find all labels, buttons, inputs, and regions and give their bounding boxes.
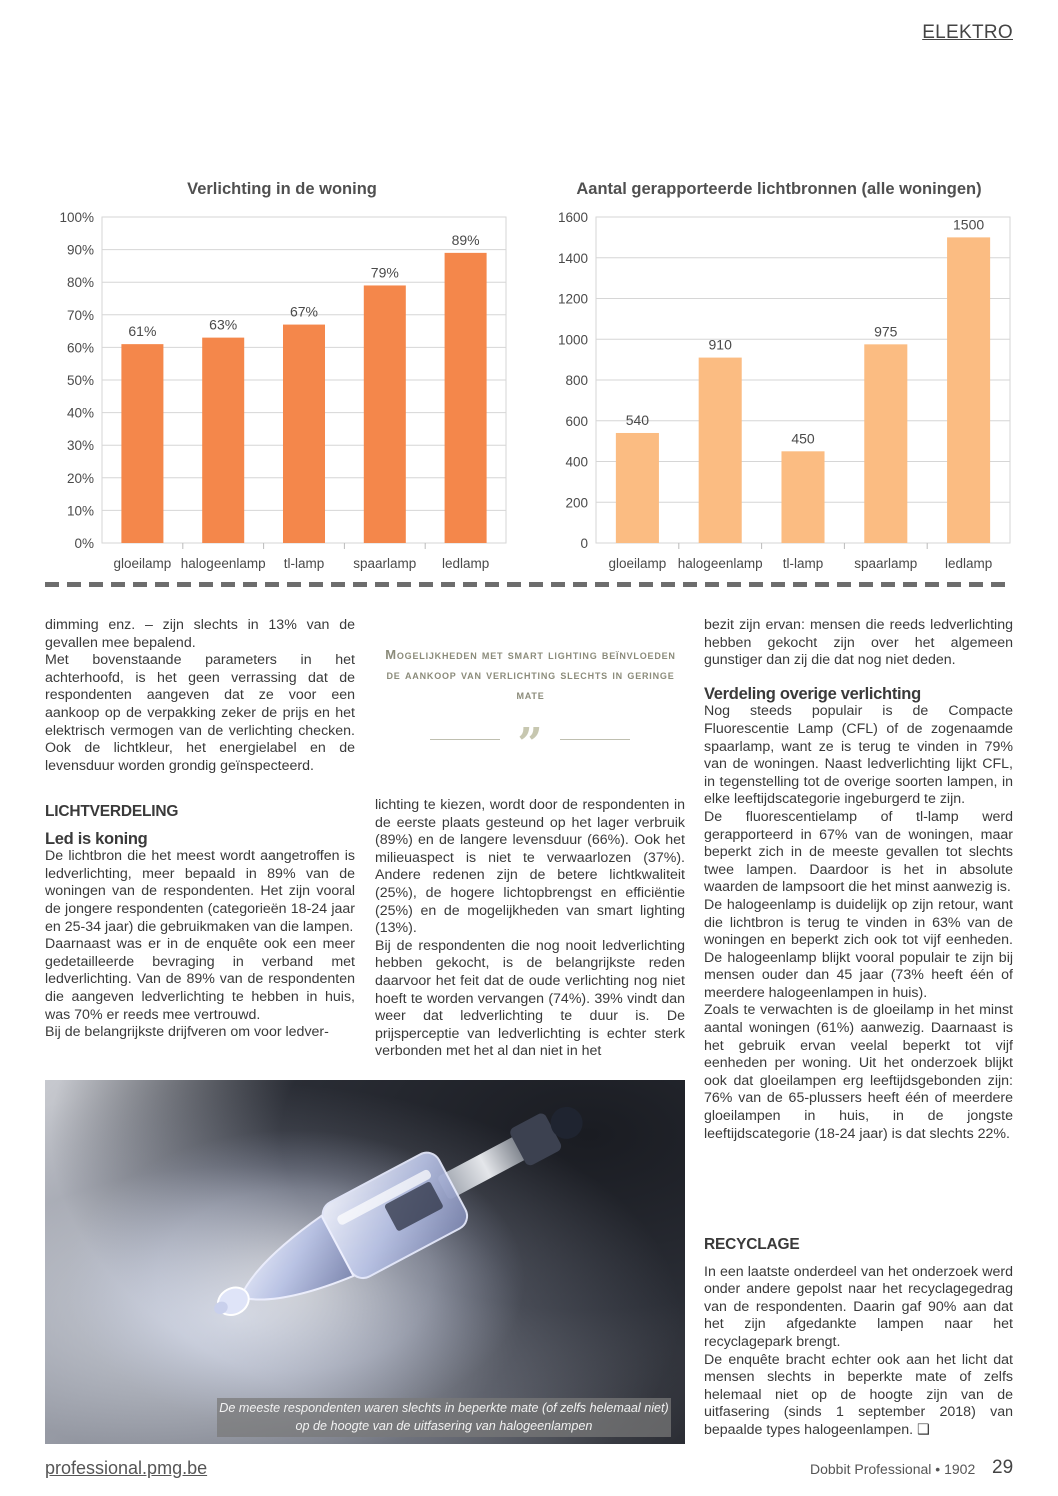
y-tick-label: 1400 xyxy=(557,250,588,266)
y-tick-label: 40% xyxy=(66,405,94,421)
paragraph: lichting te kiezen, wordt door de respondenten in de eerste plaats gesteund op het lager verbruik (89%) en de langere levensduur (66%). Ook het milieuaspect is niet te verwaarlozen (37%). Andere redenen zijn de betere lichtkwaliteit (25%), de hogere lichtopbrengst en efficiëntie (25%) en de mogelijkheden van smart lighting (13%). xyxy=(375,797,685,937)
paragraph: In een laatste onderdeel van het onderzoek werd onder andere gepolst naar het recyclagegedrag van de respondenten. Daarin gaf 90% aan dat het zijn afgedankte lampen naar het recyclagepark brengt. xyxy=(704,1263,1013,1350)
x-tick-label: ledlamp xyxy=(944,556,993,571)
paragraph: Zoals te verwachten is de gloeilamp in het minst aantal woningen (61%) aanwezig. Daarnaast is het gebruik ervan veelal beperkt tot vijf eenheden per woning. Uit het onderzoek blijkt ook dat gloeilampen erg leeftijdsgebonden zijn: 76% van de 65-plussers heeft één of meerdere gloeilampen in huis, in de jongste leeftijdscategorie (18-24 jaar) is dat slechts 22%. xyxy=(704,1002,1013,1142)
y-tick-label: 30% xyxy=(66,438,94,454)
x-tick-label: halogeenlamp xyxy=(677,556,763,571)
y-tick-label: 600 xyxy=(565,413,588,429)
data-label: 540 xyxy=(625,411,650,428)
quote-mark-icon: ” xyxy=(517,719,543,770)
data-label: 61% xyxy=(128,323,157,340)
x-tick-label: tl-lamp xyxy=(283,556,325,571)
end-mark-icon: ❑ xyxy=(917,1421,930,1438)
chart-right-title: Aantal gerapporteerde lichtbronnen (alle woningen) xyxy=(576,180,982,198)
subheading-led-is-koning: Led is koning xyxy=(45,829,148,848)
y-tick-label: 60% xyxy=(66,340,94,356)
y-tick-label: 90% xyxy=(66,242,94,258)
paragraph: Met bovenstaande parameters in het achterhoofd, is het geen verrassing dat de respondenten aangeven dat ze voor een aankoop op de verpakking zeker de prijs en het elektrisch vermogen van de verlichting checken. Ook de lichtkleur, het energielabel en de levensduur worden grondig geïnspecteerd. xyxy=(45,652,355,774)
paragraph: Nog steeds populair is de Compacte Fluorescentie Lamp (CFL) of de zogenaamde spaarlamp, want ze is terug te vinden in 79% van de woningen. Naast ledverlichting lijkt CFL, in tegenstelling tot de overige soorten lampen, in elke leeftijdscategorie ingeburgerd te zijn. xyxy=(704,703,1013,808)
x-tick-label: spaarlamp xyxy=(854,556,918,571)
bar-ledlamp xyxy=(947,237,990,543)
dashed-divider xyxy=(45,582,1013,587)
quote-line-left xyxy=(430,739,500,740)
section-heading-lichtverdeling: LICHTVERDELING xyxy=(45,803,179,820)
data-label: 67% xyxy=(289,303,319,320)
data-label: 1500 xyxy=(953,216,985,233)
y-tick-label: 0% xyxy=(74,536,94,551)
x-tick-label: gloeilamp xyxy=(113,556,172,571)
y-tick-label: 1000 xyxy=(557,332,588,348)
paragraph: bezit zijn ervan: mensen die reeds ledverlichting hebben gekocht zijn over het algemeen gunstiger dan zij die dat nog niet deden. xyxy=(704,617,1013,669)
column-2 xyxy=(375,797,685,1061)
data-label: 89% xyxy=(451,231,480,248)
bar-gloeilamp xyxy=(616,433,659,543)
paragraph-text: De enquête bracht echter ook aan het licht dat mensen slechts in beperkte mate of zelfs helemaal niet op de hoogte zijn van de uitfasering (sinds 1 september 2018) van bepaalde types halogeenlampen. xyxy=(704,1351,1013,1438)
x-tick-label: halogeenlamp xyxy=(180,556,266,571)
chart-right xyxy=(540,205,1020,580)
footer-publication: Dobbit Professional • 1902 xyxy=(810,1461,976,1477)
paragraph: De lichtbron die het meest wordt aangetroffen is ledverlichting, meer bepaald in 89% van de woningen van de respondenten. Het zijn vooral de jongere respondenten (categorieën 18-24 jaar en 25-34 jaar) die gebruikmaken van die lampen. xyxy=(45,848,355,935)
bar-gloeilamp xyxy=(121,344,163,543)
bar-tl-lamp xyxy=(283,325,325,543)
section-heading-recyclage: RECYCLAGE xyxy=(704,1236,800,1253)
data-label: 450 xyxy=(791,430,815,447)
page-number: 29 xyxy=(992,1457,1014,1478)
data-label: 910 xyxy=(708,336,732,353)
data-label: 63% xyxy=(209,316,238,333)
bar-tl-lamp xyxy=(781,451,824,543)
paragraph xyxy=(704,1352,1013,1440)
column-3-recyclage xyxy=(704,1236,1013,1440)
pull-quote: Mogelijkheden met smart lighting beïnvloeden de aankoop van verlichting slechts in geringe mate xyxy=(385,647,676,702)
column-3 xyxy=(704,617,1013,1143)
y-tick-label: 80% xyxy=(66,275,94,291)
photo-halogen-lamp xyxy=(45,1080,685,1444)
subheading-verdeling-overige-verlichting: Verdeling overige verlichting xyxy=(704,684,921,703)
x-tick-label: tl-lamp xyxy=(782,556,824,571)
y-tick-label: 20% xyxy=(66,470,94,486)
chart-left xyxy=(45,205,525,580)
paragraph: De halogeenlamp is duidelijk op zijn retour, want die lichtbron is terug te vinden in 63% van de woningen en beperkt zich ook tot vijf eenheden. De halogeenlamp blijkt vooral populair te zijn bij mensen ouder dan 45 jaar (73% heeft één of meerdere halogeenlampen in huis). xyxy=(704,896,1013,1001)
x-tick-label: ledlamp xyxy=(441,556,490,571)
bar-halogeenlamp xyxy=(202,338,244,543)
bar-ledlamp xyxy=(445,253,487,543)
photo-caption: De meeste respondenten waren slechts in beperkte mate (of zelfs helemaal niet) op de hoogte van de uitfasering van halogeenlampen xyxy=(217,1398,671,1437)
footer-url-link[interactable]: professional.pmg.be xyxy=(45,1458,208,1478)
paragraph: dimming enz. – zijn slechts in 13% van de gevallen mee bepalend. xyxy=(45,617,355,651)
y-tick-label: 1600 xyxy=(557,210,588,225)
data-label: 79% xyxy=(370,264,399,281)
column-1-intro xyxy=(45,617,355,775)
section-label: ELEKTRO xyxy=(922,22,1013,43)
y-tick-label: 50% xyxy=(66,373,94,388)
paragraph: Daarnaast was er in de enquête ook een meer gedetailleerde bevraging in verband met ledverlichting. Van de 89% van de respondenten die aangeven ledverlichting te hebben in huis, was 70% er reeds mee vertrouwd. xyxy=(45,936,355,1023)
paragraph: De fluorescentielamp of tl-lamp werd gerapporteerd in 67% van de woningen, maar beperkt zich in de meeste gevallen tot slechts twee lampen. Daardoor is het in absolute waarden de lampsoort die het minst aanwezig is. xyxy=(704,808,1013,896)
y-tick-label: 800 xyxy=(565,373,588,388)
paragraph: Bij de respondenten die nog nooit ledverlichting hebben gekocht, is de belangrijkste reden daarvoor het feit dat de oude verlichting nog niet hoeft te worden vervangen (74%). 39% vindt dan weer dat ledverlichting te duur is. De prijsperceptie van ledverlichting is echter sterk verbonden met het al dan niet in het xyxy=(375,937,685,1060)
column-1-section xyxy=(45,803,355,1042)
bar-spaarlamp xyxy=(364,285,406,543)
y-tick-label: 70% xyxy=(66,307,94,323)
y-tick-label: 100% xyxy=(59,210,94,225)
data-label: 975 xyxy=(874,323,898,340)
y-tick-label: 400 xyxy=(565,454,588,470)
y-tick-label: 10% xyxy=(66,503,94,519)
quote-line-right xyxy=(560,739,630,740)
quote-ornament xyxy=(430,719,630,770)
y-tick-label: 200 xyxy=(565,495,588,511)
x-tick-label: gloeilamp xyxy=(608,556,667,571)
y-tick-label: 0 xyxy=(580,536,588,551)
x-tick-label: spaarlamp xyxy=(353,556,417,571)
halogen-bulb-illustration xyxy=(45,1080,685,1444)
paragraph: Bij de belangrijkste drijfveren om voor ledver- xyxy=(45,1024,329,1041)
chart-left-title: Verlichting in de woning xyxy=(187,180,377,198)
bar-spaarlamp xyxy=(864,344,907,543)
y-tick-label: 1200 xyxy=(557,291,588,307)
bar-halogeenlamp xyxy=(699,358,742,543)
